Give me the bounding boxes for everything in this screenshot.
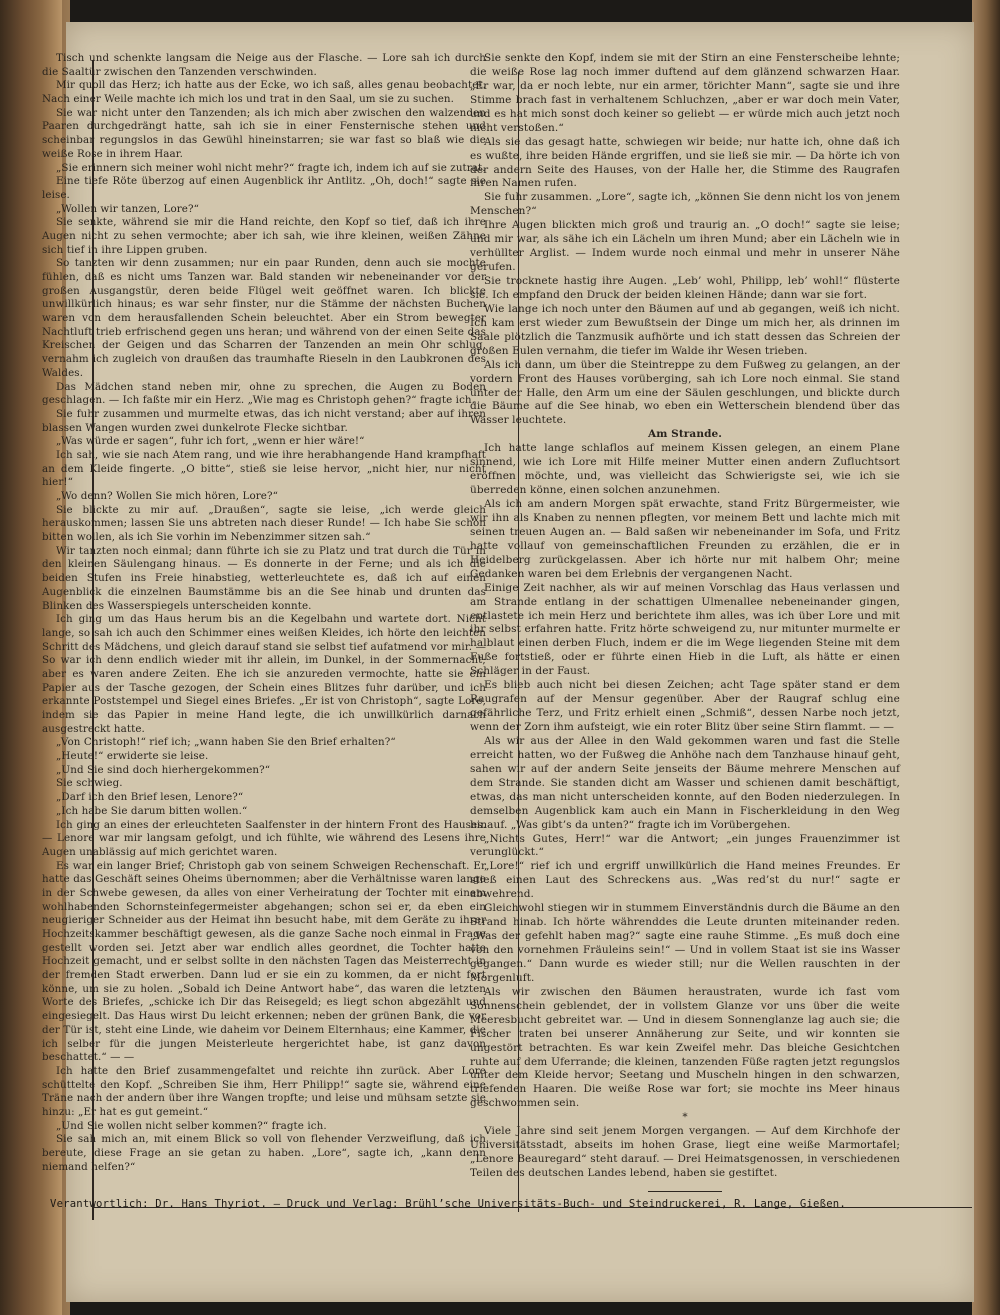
paragraph: Eine tiefe Röte überzog auf einen Augenblick ihr Antlitz. „Oh, doch!“ sagte sie leise. bbox=[42, 175, 486, 201]
paragraph: Ich hatte lange schlaflos auf meinem Kissen gelegen, an einem Plane sinnend, wie ich Lore mit Hilfe meiner Mutter einen andern Zufluchtsort eröffnen möchte, und, was vielleicht das Schwierigste sei, wie ich sie überreden könne, einen solchen anzunehmen. bbox=[470, 442, 900, 497]
end-rule bbox=[648, 1191, 722, 1192]
paragraph: Ich sah, wie sie nach Atem rang, und wie ihre herabhangende Hand krampfhaft an dem Kleide fingerte. „O bitte“, stieß sie leise hervor, „nicht hier, nur nicht hier!“ bbox=[42, 448, 486, 489]
paragraph: Als sie das gesagt hatte, schwiegen wir beide; nur hatte ich, ohne daß ich es wußte, ihre beiden Hände ergriffen, und sie ließ sie mir. — Da hörte ich von der andern Seite des Hauses, von der Halle her, die Stimme des Raugrafen ihren Namen rufen. bbox=[470, 135, 900, 190]
paragraph: Ihre Augen blickten mich groß und traurig an. „O doch!“ sagte sie leise; und mir war, als sähe ich ein Lächeln um ihren Mund; aber ein Lächeln wie in verhüllter Arglist. — Indem wurde noch einmal und mehr in unserer Nähe gerufen. bbox=[470, 219, 900, 274]
paragraph: „Was würde er sagen“, fuhr ich fort, „wenn er hier wäre!“ bbox=[56, 435, 365, 448]
paragraph: Gleichwohl stiegen wir in stummem Einverständnis durch die Bäume an den Strand hinab. Ich hörte währenddes die Leute drunten miteinander reden. „Was der gefehlt haben mag?“ sagte eine rauhe Stimme. „Es muß doch eine von den vornehmen Fräuleins sein!“ — Und in vollem Staat ist sie ins Wasser gegangen.“ Dann wurde es wieder still; nur die Wellen rauschten in der Morgenluft. bbox=[470, 902, 900, 984]
paragraph: Viele Jahre sind seit jenem Morgen vergangen. — Auf dem Kirchhofe der Universitätsstadt, abseits im hohen Grase, liegt eine weiße Marmortafel; „Lenore Beauregard“ steht darauf. — Drei Heimatsgenossen, in verschiedenen Teilen des deutschen Landes lebend, haben sie gestiftet. bbox=[470, 1125, 900, 1179]
paragraph: Als ich dann, um über die Steintreppe zu dem Fußweg zu gelangen, an der vordern Front des Hauses vorüberging, sah ich Lore noch einmal. Sie stand unter der Halle, den Arm um eine der Säulen geschlungen, und blickte durch die Bäume auf die See hinab, wo eben ein Wetterschein blendend über das Wasser leuchtete. bbox=[470, 358, 900, 427]
paragraph: Wie lange ich noch unter den Bäumen auf und ab gegangen, weiß ich nicht. Ich kam erst wieder zum Bewußtsein der Dinge um mich her, als drinnen im Saale plötzlich die Tanzmusik aufhörte und ich statt dessen das Schreien der großen Eulen vernahm, die tiefer im Walde ihr Wesen trieben. bbox=[470, 302, 900, 357]
left-text-column bbox=[42, 52, 486, 1174]
paragraph: Einige Zeit nachher, als wir auf meinen Vorschlag das Haus verlassen und am Strande entlang in der schattigen Ulmenallee nebeneinander gingen, entlastete ich mein Herz und berichtete ihm alles, was ich über Lore und mit ihr selbst erfahren hatte. Fritz hörte schweigend zu, nur mitunter murmelte er halblaut einen derben Fluch, indem er die im Wege liegenden Steine mit dem Fuße fortstieß, oder er führte einen Hieb in die Luft, als hätte er einen Schläger in der Faust. bbox=[470, 581, 900, 678]
paragraph: „Ich habe Sie darum bitten wollen.“ bbox=[56, 804, 248, 817]
right-column-part-c bbox=[470, 1125, 900, 1181]
paragraph: Sie senkte den Kopf, indem sie mit der Stirn an eine Fensterscheibe lehnte; die weiße Rose lag noch immer duftend auf dem glänzend schwarzen Haar. „Er war, da er noch lebte, nur ein armer, törichter Mann“, sagte sie und ihre Stimme brach fast in verhaltenem Schluchzen, „aber er war doch mein Vater, und es hat mich sonst doch keiner so geliebt — er würde mich auch jetzt noch nicht verstoßen.“ bbox=[470, 52, 900, 134]
paragraph: Ich ging um das Haus herum bis an die Kegelbahn und wartete dort. Nicht lange, so sah ich auch den Schimmer eines weißen Kleides, ich hörte den leichten Schritt des Mädchens, und gleich darauf stand sie selbst tief aufatmend vor mir. — So war ich denn endlich wieder mit ihr allein, im Dunkel, in der Sommernacht; aber es waren andere Zeiten. Ehe ich sie anzureden vermochte, hatte sie ein Papier aus der Tasche gezogen, der Schein eines Blitzes fuhr darüber, und ich erkannte Poststempel und Siegel eines Briefes. „Er ist von Christoph“, sagte Lore, indem sie das Papier in meine Hand legte, die ich unwillkürlich darnach ausgestreckt hatte. bbox=[42, 613, 486, 735]
paragraph: Als wir zwischen den Bäumen heraustraten, wurde ich fast vom Sonnenschein geblendet, der in vollstem Glanze vor uns über die weite Meeresbucht gebreitet war. — Und in diesem Sonnenglanze lag auch sie; die Fischer traten bei unserer Annäherung zur Seite, und wir konnten sie ungestört betrachten. Es war kein Zweifel mehr. Das bleiche Gesichtchen ruhte auf dem Uferrande; die kleinen, tanzenden Füße ragten jetzt regungslos unter dem Kleide hervor; Seetang und Muscheln hingen in den schwarzen, triefenden Haaren. Die weiße Rose war fort; sie mochte ins Meer hinaus geschwommen sein. bbox=[470, 985, 900, 1110]
paragraph: „Wo denn? Wollen Sie mich hören, Lore?“ bbox=[56, 490, 278, 502]
paragraph: „Und Sie wollen nicht selber kommen?“ fragte ich. bbox=[56, 1119, 327, 1132]
paragraph: „Von Christoph!“ rief ich; „wann haben Sie den Brief erhalten?“ bbox=[56, 736, 396, 749]
paragraph: Ich ging an eines der erleuchteten Saalfenster in der hintern Front des Hauses. — Lenore war mir langsam gefolgt, und ich fühlte, wie während des Lesens ihre Augen unablässig auf mich gerichtet waren. bbox=[42, 818, 486, 858]
paragraph: „Wollen wir tanzen, Lore?“ bbox=[56, 202, 199, 215]
paragraph: Sie schwieg. bbox=[56, 777, 123, 790]
paragraph: Tisch und schenkte langsam die Neige aus der Flasche. — Lore sah ich durch die Saaltür zwischen den Tanzenden verschwinden. bbox=[42, 52, 486, 78]
paragraph: Sie fuhr zusammen. „Lore“, sagte ich, „können Sie denn nicht los von jenem Menschen?“ bbox=[470, 191, 900, 218]
paragraph: „Heute!“ erwiderte sie leise. bbox=[56, 750, 209, 763]
paragraph: Es blieb auch nicht bei diesen Zeichen; acht Tage später stand er dem Raugrafen auf der Mensur gegenüber. Aber der Raugraf schlug eine gefährliche Terz, und Fritz erhielt einen „Schmiß“, dessen Narbe noch jetzt, wenn der Zorn ihm aufsteigt, wie ein roter Blitz über seine Stirn flammt. — — bbox=[470, 679, 900, 733]
paragraph: Sie trocknete hastig ihre Augen. „Leb’ wohl, Philipp, leb’ wohl!“ flüsterte sie. Ich empfand den Druck der beiden kleinen Hände; dann war sie fort. bbox=[470, 275, 900, 301]
imprint-line: Verantwortlich: Dr. Hans Thyriot. — Druck und Verlag: Brühl’sche Universitäts-Buch- und Steindruckerei, R. Lange, Gießen. bbox=[50, 1198, 846, 1210]
paragraph: Sie fuhr zusammen und murmelte etwas, das ich nicht verstand; aber auf ihren blassen Wangen wurden zwei dunkelrote Flecke sichtbar. bbox=[42, 407, 486, 434]
right-text-column bbox=[470, 52, 900, 1192]
paragraph: Ich hatte den Brief zusammengefaltet und reichte ihn zurück. Aber Lore schüttelte den Kopf. „Schreiben Sie ihm, Herr Philipp!“ sagte sie, während eine Träne nach der andern über ihre Wangen tropfte; und leise und mühsam setzte sie hinzu: „Er hat es gut gemeint.“ bbox=[42, 1064, 486, 1118]
paragraph: „Und Sie sind doch hierhergekommen?“ bbox=[56, 763, 271, 776]
paragraph: Sie war nicht unter den Tanzenden; als ich mich aber zwischen den walzenden Paaren durchgedrängt hatte, sah ich sie in einer Fensternische stehen und scheinbar regungslos in das Gewühl hineinstarren; sie war fast so blaß wie die weiße Rose in ihrem Haar. bbox=[42, 106, 486, 160]
paragraph: Sie sah mich an, mit einem Blick so voll von flehender Verzweiflung, daß ich bereute, diese Frage an sie getan zu haben. „Lore“, sagte ich, „kann denn niemand helfen?“ bbox=[42, 1133, 486, 1173]
right-column-part-a bbox=[470, 52, 900, 428]
paragraph: Wir tanzten noch einmal; dann führte ich sie zu Platz und trat durch die Tür in den kleinen Säulengang hinaus. — Es donnerte in der Ferne; und als ich die beiden Stufen ins Freie hinabstieg, wetterleuchtete es, daß ich auf einen Augenblick die einzelnen Baumstämme bis an die See hinab und drunten das Blinken des Wasserspiegels unterscheiden konnte. bbox=[42, 544, 486, 612]
paragraph: Mir quoll das Herz; ich hatte aus der Ecke, wo ich saß, alles genau beobachtet. Nach einer Weile machte ich mich los und trat in den Saal, um sie zu suchen. bbox=[42, 79, 486, 106]
paragraph: Als ich am andern Morgen spät erwachte, stand Fritz Bürgermeister, wie wir ihn als Knaben zu nennen pflegten, vor meinem Bett und lachte mich mit seinen treuen Augen an. — Bald saßen wir nebeneinander im Sofa, und Fritz hatte vollauf von gemeinschaftlichen Freunden zu erzählen, die er in Heidelberg zurückgelassen. Aber ich hörte nur mit halbem Ohr; meine Gedanken waren bei dem Erlebnis der vergangenen Nacht. bbox=[470, 498, 900, 580]
paragraph: „Darf ich den Brief lesen, Lenore?“ bbox=[56, 791, 244, 804]
paragraph: Das Mädchen stand neben mir, ohne zu sprechen, die Augen zu Boden geschlagen. — Ich faßte mir ein Herz. „Wie mag es Christoph gehen?“ fragte ich. bbox=[42, 380, 486, 407]
right-column-part-b bbox=[470, 442, 900, 1111]
paragraph: „Nichts Gutes, Herr!“ war die Antwort; „ein junges Frauenzimmer ist verunglückt.“ bbox=[470, 832, 900, 859]
paragraph: „Lore!“ rief ich und ergriff unwillkürlich die Hand meines Freundes. Er stieß einen Laut des Schreckens aus. „Was red’st du nur!“ sagte er abwehrend. bbox=[470, 860, 900, 901]
paragraph: Als wir aus der Allee in den Wald gekommen waren und fast die Stelle erreicht hatten, wo der Fußweg die Anhöhe nach dem Tanzhause hinauf geht, sahen wir auf der andern Seite jenseits der Bäume mehrere Menschen auf dem Strande. Sie standen dicht am Wasser und schienen damit beschäftigt, etwas, das man nicht unterscheiden konnte, auf den Boden niederzulegen. In demselben Augenblick kam auch ein Mann in Fischerkleidung in den Weg hinauf. „Was gibt’s da unten?“ fragte ich im Vorübergehen. bbox=[470, 734, 900, 831]
paragraph: Sie senkte, während sie mir die Hand reichte, den Kopf so tief, daß ich ihre Augen nicht zu sehen vermochte; aber ich sah, wie ihre kleinen, weißen Zähne sich tief in ihre Lippen gruben. bbox=[42, 216, 486, 256]
paragraph: So tanzten wir denn zusammen; nur ein paar Runden, denn auch sie mochte fühlen, daß es nicht ums Tanzen war. Bald standen wir nebeneinander vor der großen Ausgangstür, deren beide Flügel weit geöffnet waren. Ich blickte unwillkürlich hinaus; es war sehr finster, nur die Stämme der nächsten Buchen waren von dem herausfallenden Schein beleuchtet. Aber ein Strom bewegter Nachtluft trieb erfrischend gegen uns heran; und während von der einen Seite das Kreischen der Geigen und das Scharren der Tanzenden an mein Ohr schlug, vernahm ich zugleich von draußen das traumhafte Rieseln in den Laubkronen des Waldes. bbox=[42, 257, 486, 379]
paragraph: „Sie erinnern sich meiner wohl nicht mehr?“ fragte ich, indem ich auf sie zutrat. bbox=[56, 161, 486, 174]
book-binding-right bbox=[972, 0, 1000, 1315]
paragraph: Es war ein langer Brief; Christoph gab von seinem Schweigen Rechenschaft. Er hatte das Geschäft seines Oheims übernommen; aber die Verhältnisse waren lange in der Schwebe gewesen, da alles von einer Verheiratung der Tochter mit einem wohlhabenden Schornsteinfegermeister abgehangen; schon sei er, da eben ein neugieriger Schneider aus der Heimat ihn besucht habe, mit dem Geräte zu ihrer Hochzeitskammer beschäftigt gewesen, als die ganze Sache noch einmal in Frage gestellt worden sei. Jetzt aber war endlich alles geordnet, die Tochter hatte Hochzeit gemacht, und er selbst sollte in den nächsten Tagen das Meisterrecht in der fremden Stadt erwerben. Dann lud er sie ein zu kommen, da er nicht fort könne, um sie zu holen. „Sobald ich Deine Antwort habe“, das waren die letzten Worte des Briefes, „schicke ich Dir das Reisegeld; es liegt schon abgezählt und eingesiegelt. Das Haus wirst Du leicht erkennen; neben der grünen Bank, die vor der Tür ist, steht eine Linde, wie daheim vor Deinem Elternhaus; eine Kammer, die ich selber für die jungen Meisterleute hergerichtet habe, ist ganz davon beschattet.“ — — bbox=[42, 859, 486, 1064]
section-title: Am Strande. bbox=[647, 428, 723, 441]
paragraph: Sie blickte zu mir auf. „Draußen“, sagte sie leise, „ich werde gleich herauskommen; lassen Sie uns abtreten nach dieser Runde! — Ich habe Sie schon bitten wollen, als ich Sie vorhin im Nebenzimmer sitzen sah.“ bbox=[42, 503, 486, 544]
section-star: * bbox=[682, 1111, 688, 1124]
